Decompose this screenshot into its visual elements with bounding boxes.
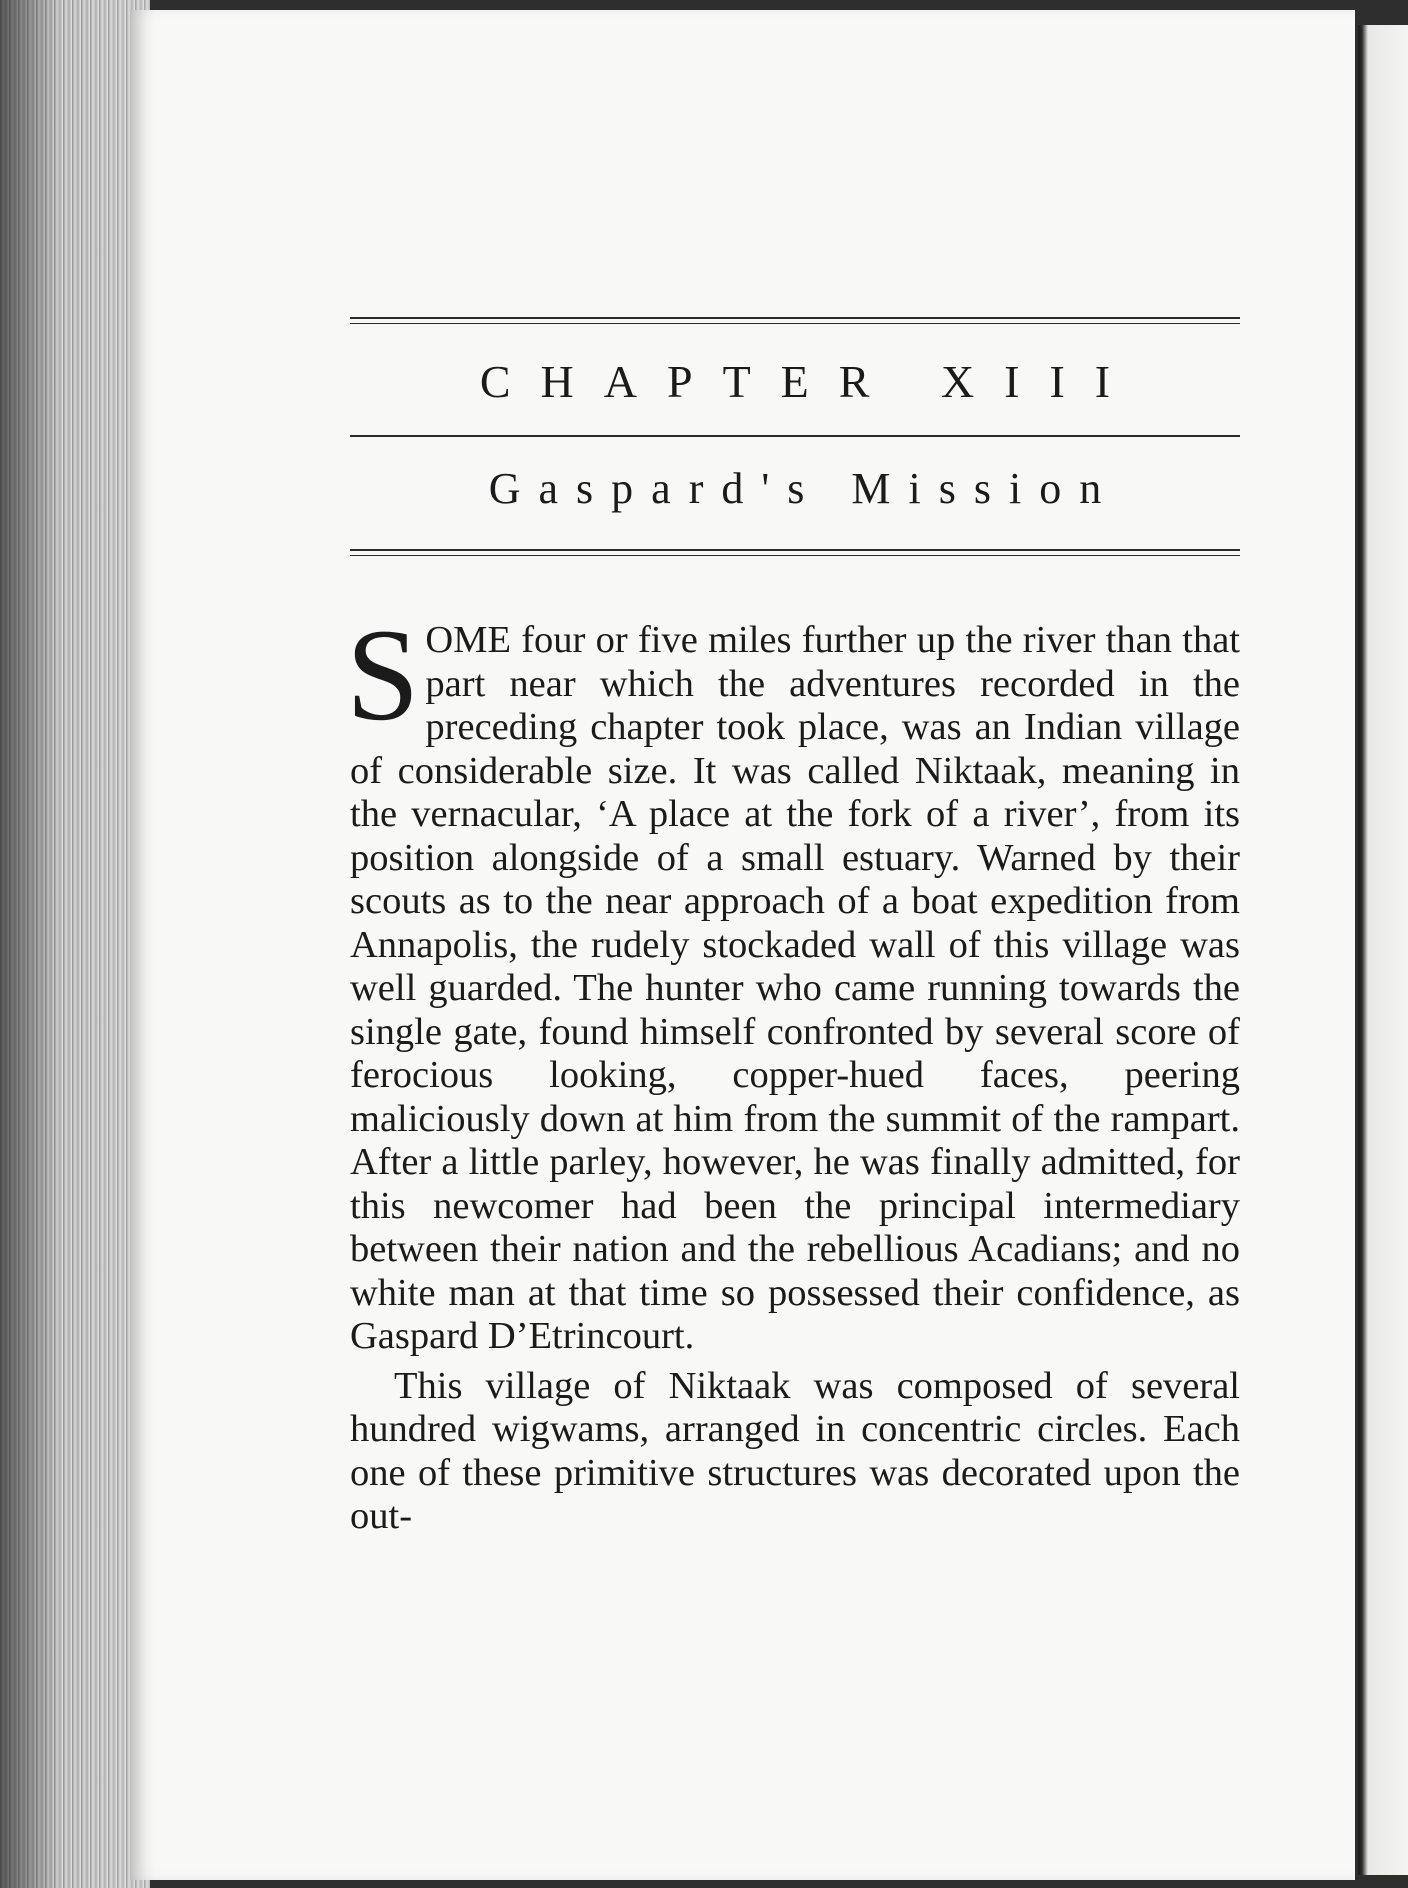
chapter-number-heading: CHAPTER XIII <box>479 356 1141 407</box>
page-edges-shadow <box>0 0 150 1888</box>
chapter-title: Gaspard's Mission <box>488 464 1120 513</box>
paragraph-1 <box>346 601 1240 1359</box>
chapter-body <box>346 601 1240 1539</box>
middle-rule <box>350 435 1240 437</box>
bottom-double-rule <box>350 547 1240 561</box>
top-double-rule <box>350 315 1240 329</box>
drop-cap-initial: S <box>346 601 420 748</box>
paragraph-1-text: OME four or five miles further up the river than that part near which the adventures recorded in the preceding chapter took place, was an Indian village of considerable size. It was called Niktaak, meaning in the vernacular, ‘A place at the fork of a river’, from its position alongside of a small estuary. Warned by their scouts as to the near approach of a boat expedition from Annapolis, the rudely stockaded wall of this village was well guarded. The hunter who came running towards the single gate, found himself confronted by several score of ferocious looking, copper-hued faces, peering maliciously down at him from the summit of the rampart. After a little parley, however, he was finally admitted, for this newcomer had been the principal intermediary between their nation and the rebellious Acadians; and no white man at that time so possessed their confidence, as Gaspard D’Etrincourt. <box>350 619 1240 1357</box>
adjacent-page-edge <box>1358 25 1408 1875</box>
page-content <box>346 315 1240 1539</box>
paragraph-2: This village of Niktaak was composed of several hundred wigwams, arranged in concentric circles. Each one of these primitive structures was decorated upon the out- <box>350 1364 1240 1537</box>
